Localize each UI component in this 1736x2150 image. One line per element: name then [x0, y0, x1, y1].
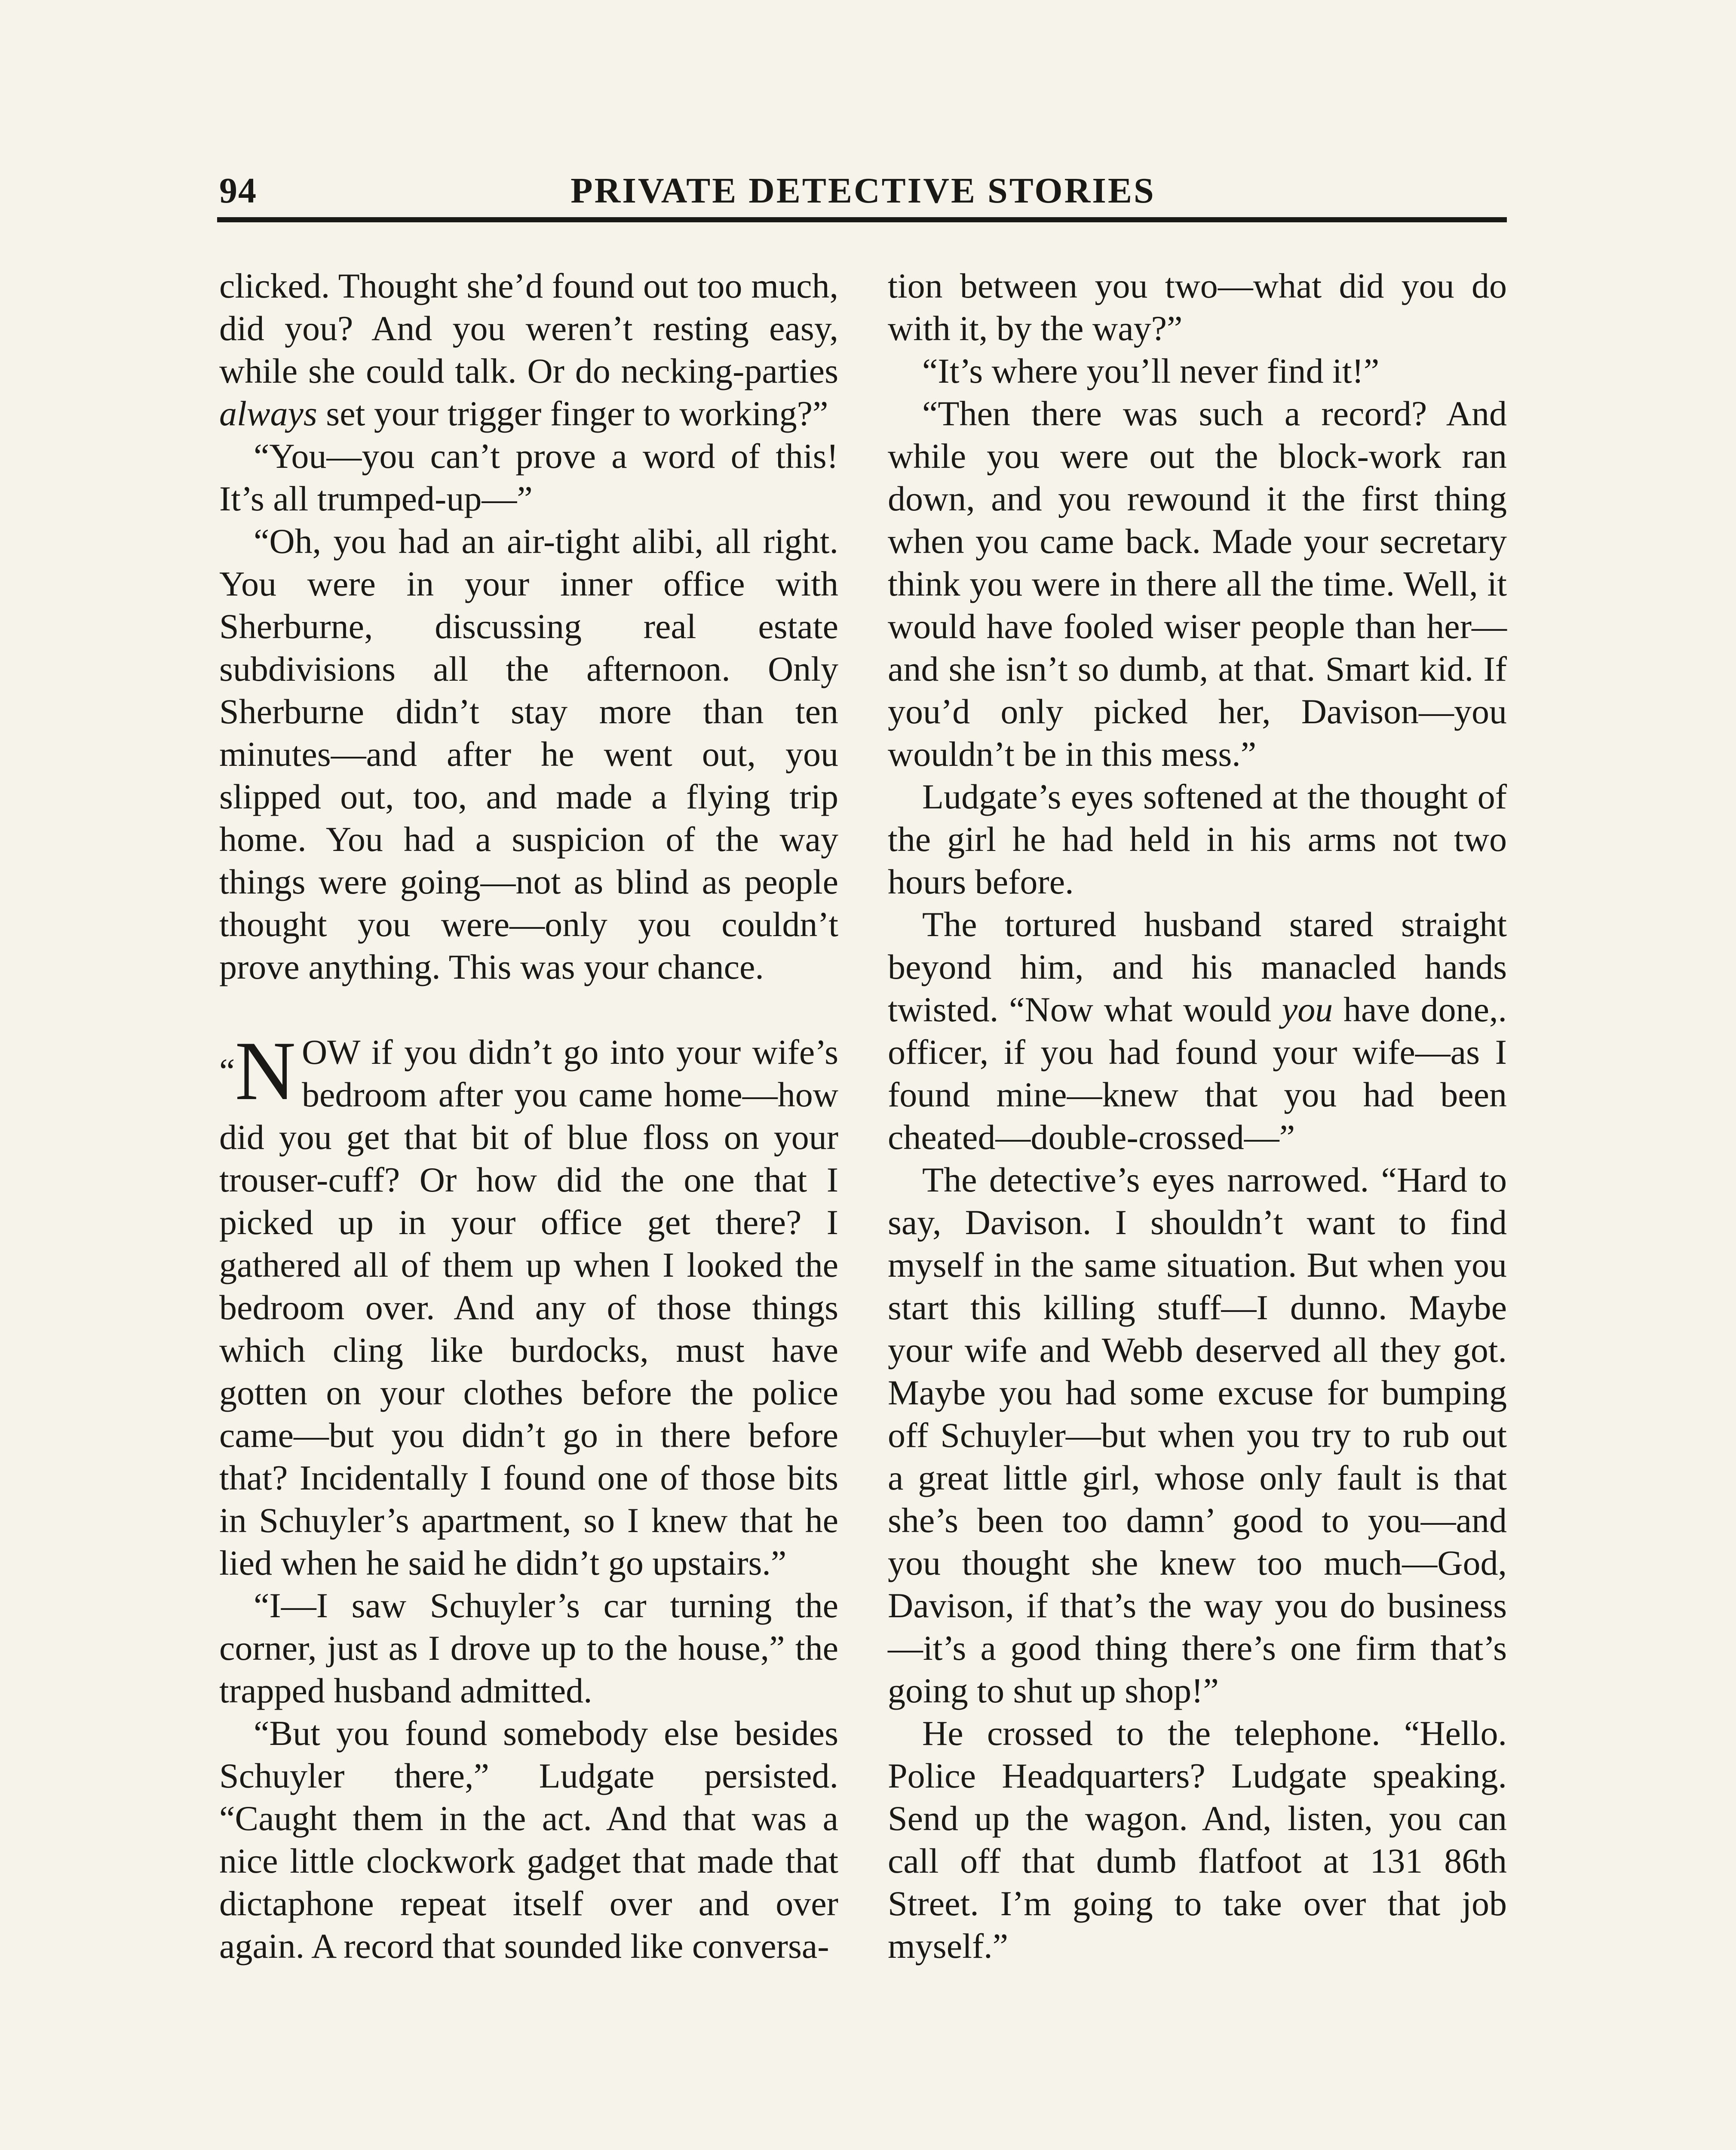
paragraph: Ludgate’s eyes softened at the thought of the girl he had held in his arms not two hours before.: [888, 777, 1507, 901]
running-title: PRIVATE DETECTIVE STORIES: [570, 171, 1156, 211]
italic-emphasis: you: [1282, 990, 1333, 1029]
paragraph: tion between you two—what did you do with it, by the way?”: [888, 266, 1507, 348]
drop-cap: “N: [219, 1024, 296, 1118]
left-column: [219, 264, 838, 1967]
paragraph: “I—I saw Schuyler’s car turning the corner, just as I drove up to the house,” the trapped husband admitted.: [219, 1586, 838, 1710]
italic-emphasis: always: [219, 394, 317, 433]
right-column: [888, 264, 1507, 1967]
drop-cap-quote: “: [219, 1051, 235, 1090]
paragraph: clicked. Thought she’d found out too much, did you? And you weren’t resting easy, while she could talk. Or do necking-parties always set your trigger finger to working?”: [219, 266, 838, 433]
page-header: [219, 170, 1507, 217]
page-number: 94: [219, 171, 257, 211]
paragraph: “It’s where you’ll never find it!”: [922, 351, 1380, 390]
paragraph: The detective’s eyes narrowed. “Hard to say, Davison. I shouldn’t want to find myself in the same situation. But when you start this killing stuff—I dunno. Maybe your wife and Webb deserved all they got. Maybe you had some excuse for bumping off Schuyler—but when you try to rub out a great little girl, whose only fault is that she’s been too damn’ good to you—and you thought she knew too much—God, Davison, if that’s the way you do business—it’s a good thing there’s one firm that’s going to shut up shop!”: [888, 1160, 1507, 1710]
paragraph: The tortured husband stared straight beyond him, and his manacled hands twisted. “Now what would you have done,. officer, if you had found your wife—as I found mine—knew that you had been cheated—double-crossed—”: [888, 905, 1507, 1157]
paragraph: He crossed to the telephone. “Hello. Police Headquarters? Ludgate speaking. Send up the wagon. And, listen, you can call off that dumb flatfoot at 131 86th Street. I’m going to take over that job myself.”: [888, 1714, 1507, 1966]
paragraph: “Then there was such a record? And while you were out the block-work ran down, and you rewound it the first thing when you came back. Made your secretary think you were in there all the time. Well, it would have fooled wiser people than her—and she isn’t so dumb, at that. Smart kid. If you’d only picked her, Davison—you wouldn’t be in this mess.”: [888, 394, 1507, 774]
paragraph: “But you found somebody else besides Schuyler there,” Ludgate persisted. “Caught them in the act. And that was a nice little clockwork gadget that made that dictaphone repeat itself over and over again. A record that sounded like conversa-: [219, 1714, 838, 1966]
section-start-paragraph: “N OW if you didn’t go into your wife’s bedroom after you came home—how did you get that bit of blue floss on your trouser-cuff? Or how did the one that I picked up in your office get there? I gathered all of them up when I looked the bedroom over. And any of those things which cling like burdocks, must have gotten on your clothes before the police came—but you didn’t go in there before that? Incidentally I found one of those bits in Schuyler’s apartment, so I knew that he lied when he said he didn’t go upstairs.”: [219, 1024, 838, 1582]
header-rule: [217, 217, 1507, 222]
paragraph: “Oh, you had an air-tight alibi, all right. You were in your inner office with Sherburne, discussing real estate subdivisions all the afternoon. Only Sherburne didn’t stay more than ten minutes—and after he went out, you slipped out, too, and made a flying trip home. You had a suspicion of the way things were going—not as blind as people thought you were—only you couldn’t prove anything. This was your chance.: [219, 522, 838, 986]
paragraph: “You—you can’t prove a word of this! It’s all trumped-up—”: [219, 436, 838, 518]
